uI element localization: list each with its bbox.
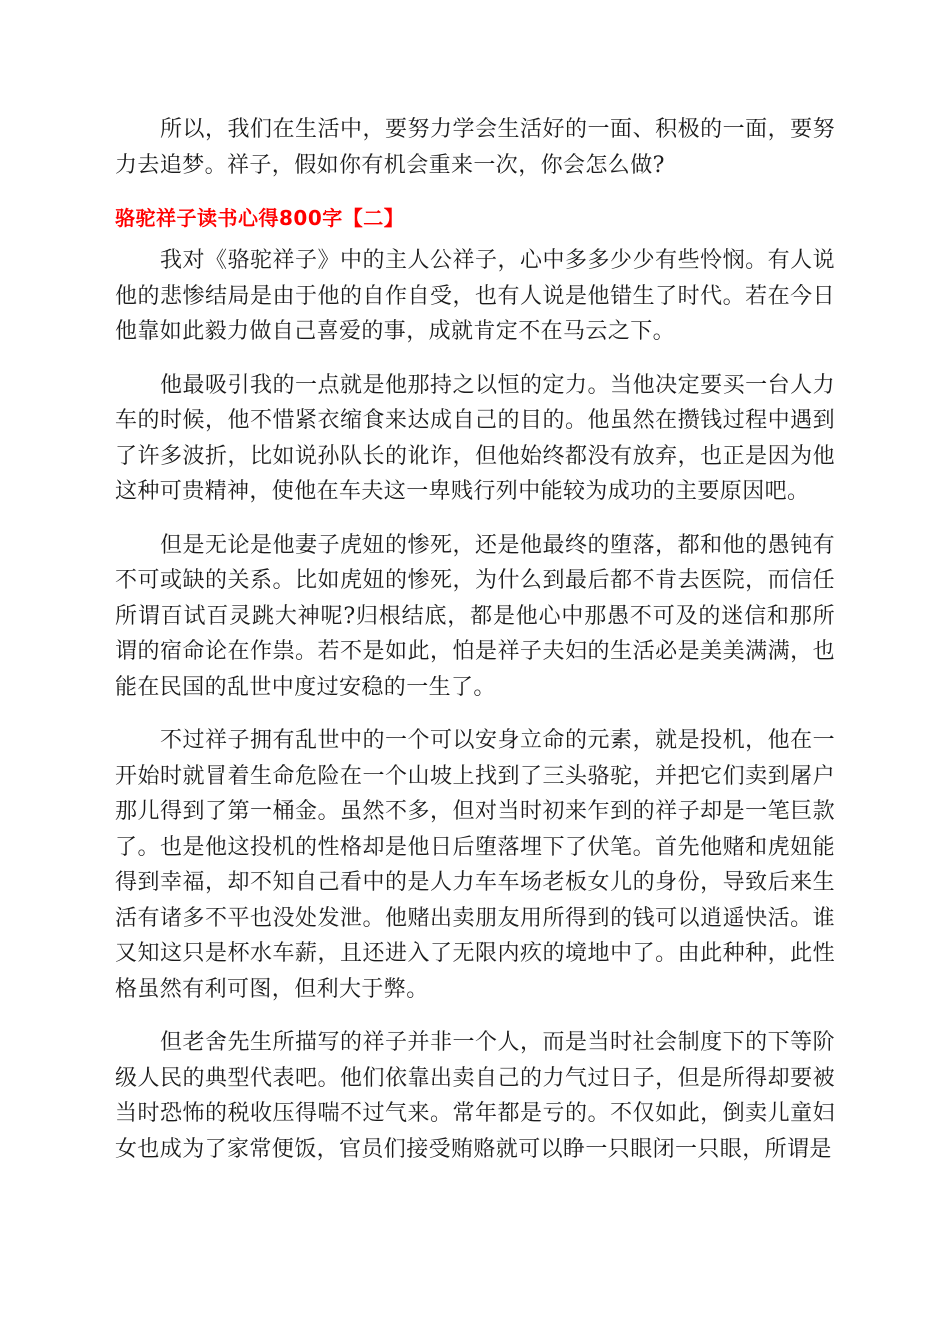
document-body <box>115 112 835 1185</box>
body-paragraph-2: 他最吸引我的一点就是他那持之以恒的定力。当他决定要买一台人力车的时候，他不惜紧衣缩食来达成自己的目的。他虽然在攒钱过程中遇到了许多波折，比如说孙队长的讹诈，但他始终都没有放弃，也正是因为他这种可贵精神，使他在车夫这一卑贱行列中能较为成功的主要原因吧。 <box>115 372 835 504</box>
body-paragraph-1: 我对《骆驼祥子》中的主人公祥子，心中多多少少有些怜悯。有人说他的悲惨结局是由于他的自作自受，也有人说是他错生了时代。若在今日他靠如此毅力做自己喜爱的事，成就肯定不在马云之下。 <box>115 248 835 344</box>
body-paragraph-3: 但是无论是他妻子虎妞的惨死，还是他最终的堕落，都和他的愚钝有不可或缺的关系。比如虎妞的惨死，为什么到最后都不肯去医院，而信任所谓百试百灵跳大神呢?归根结底，都是他心中那愚不可及的迷信和那所谓的宿命论在作祟。若不是如此，怕是祥子夫妇的生活必是美美满满，也能在民国的乱世中度过安稳的一生了。 <box>115 532 835 700</box>
section-heading: 骆驼祥子读书心得800字【二】 <box>115 206 405 230</box>
body-paragraph-5: 但老舍先生所描写的祥子并非一个人，而是当时社会制度下的下等阶级人民的典型代表吧。他们依靠出卖自己的力气过日子，但是所得却要被当时恐怖的税收压得喘不过气来。常年都是亏的。不仅如此，倒卖儿童妇女也成为了家常便饭，官员们接受贿赂就可以睁一只眼闭一只眼，所谓是 <box>115 1030 835 1162</box>
intro-paragraph: 所以，我们在生活中，要努力学会生活好的一面、积极的一面，要努力去追梦。祥子，假如你有机会重来一次，你会怎么做? <box>115 117 835 178</box>
body-paragraph-4: 不过祥子拥有乱世中的一个可以安身立命的元素，就是投机，他在一开始时就冒着生命危险在一个山坡上找到了三头骆驼，并把它们卖到屠户那儿得到了第一桶金。虽然不多，但对当时初来乍到的祥子却是一笔巨款了。也是他这投机的性格却是他日后堕落埋下了伏笔。首先他赌和虎妞能得到幸福，却不知自己看中的是人力车车场老板女儿的身份，导致后来生活有诸多不平也没处发泄。他赌出卖朋友用所得到的钱可以逍遥快活。谁又知这只是杯水车薪，且还进入了无限内疚的境地中了。由此种种，此性格虽然有利可图，但利大于弊。 <box>115 728 835 1002</box>
